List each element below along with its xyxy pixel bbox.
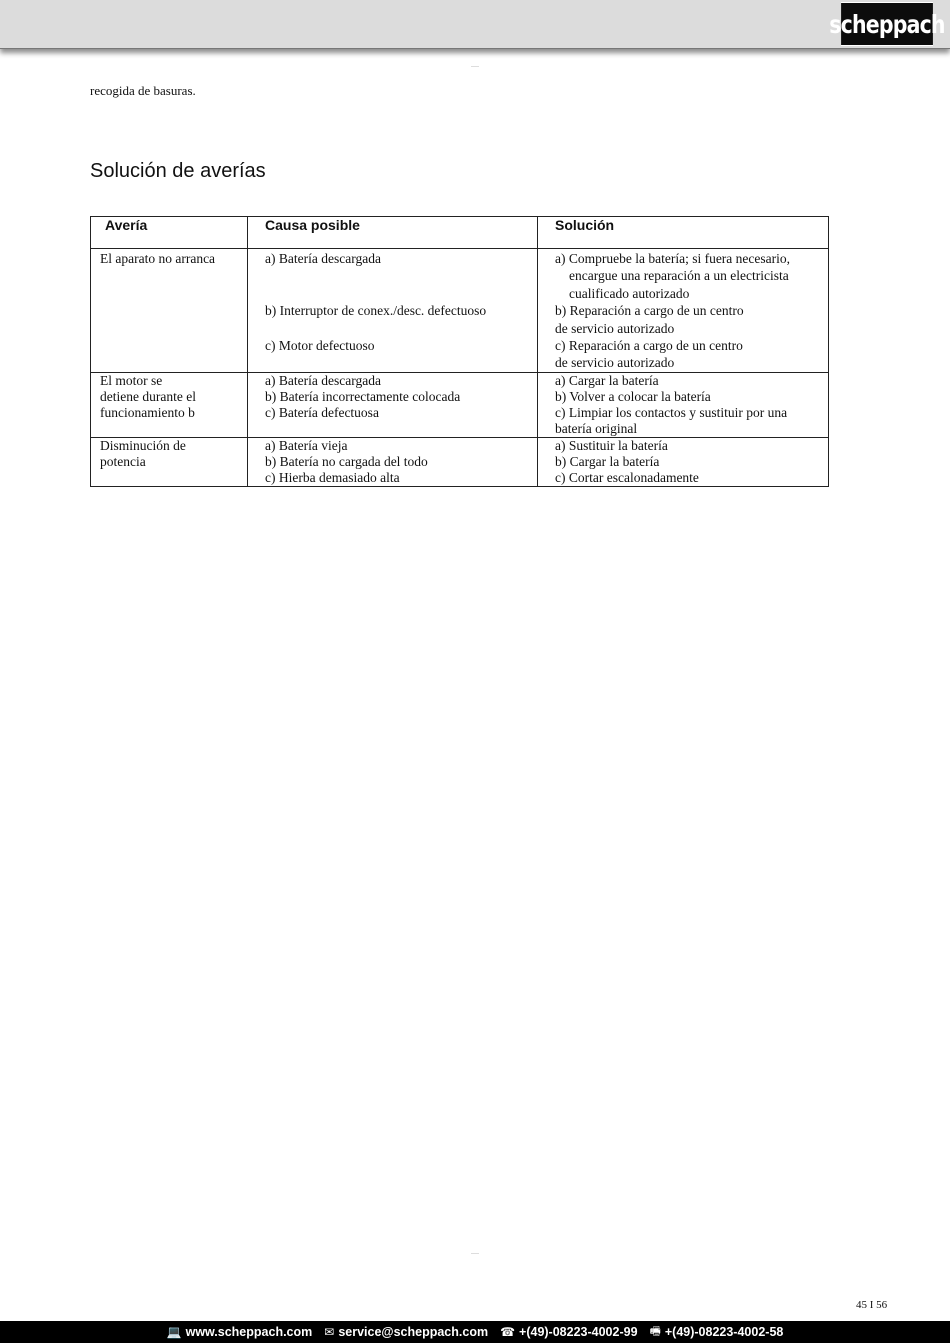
footer-website[interactable] [167, 1325, 313, 1339]
solution-cell: a) Cargar la batería b) Volver a colocar la batería c) Limpiar los contactos y sustituir por una batería original [538, 372, 829, 437]
email-link[interactable]: service@scheppach.com [338, 1325, 489, 1339]
fax-number: +(49)-08223-4002-58 [664, 1325, 784, 1339]
page-number: 45 I 56 [856, 1299, 888, 1311]
footer-phone [500, 1325, 637, 1339]
table-row [91, 249, 829, 373]
phone-number: +(49)-08223-4002-99 [519, 1325, 638, 1339]
table-row [91, 437, 829, 486]
cause-cell: a) Batería descargada b) Interruptor de conex./desc. defectuoso c) Motor defectuoso [248, 249, 538, 373]
brand-logo: scheppach [840, 2, 933, 46]
fax-icon: 🖷 [649, 1323, 661, 1338]
fault-cell: El aparato no arranca [91, 249, 248, 373]
solution-cell: a) Compruebe la batería; si fuera necesario, encargue una reparación a un electricista cualificado autorizado b) Reparación a cargo de un centro de servicio autorizado c) Reparación a cargo de un centro de servicio autorizado [538, 249, 829, 373]
email-icon: ✉ [324, 1325, 335, 1339]
footer-bar [0, 1321, 950, 1343]
fault-cell: Disminución de potencia [91, 437, 248, 486]
table-header-row [91, 217, 829, 249]
website-link[interactable]: www.scheppach.com [185, 1325, 313, 1339]
header-bar [0, 0, 950, 49]
intro-text: recogida de basuras. [90, 83, 196, 98]
divider-mark [471, 66, 479, 67]
header-cause: Causa posible [248, 217, 538, 249]
header-fault: Avería [91, 217, 248, 249]
troubleshooting-table [90, 216, 829, 487]
phone-icon: ☎ [500, 1325, 516, 1339]
solution-cell: a) Sustituir la batería b) Cargar la batería c) Cortar escalonadamente [538, 437, 829, 486]
footer-fax [650, 1322, 784, 1343]
cause-cell: a) Batería vieja b) Batería no cargada del todo c) Hierba demasiado alta [248, 437, 538, 486]
computer-icon: 💻 [166, 1325, 182, 1339]
cause-cell: a) Batería descargada b) Batería incorrectamente colocada c) Batería defectuosa [248, 372, 538, 437]
table-row [91, 372, 829, 437]
header-solution: Solución [538, 217, 829, 249]
fault-cell: El motor se detiene durante el funcionamiento b [91, 372, 248, 437]
footer-email[interactable] [324, 1325, 488, 1339]
divider-mark [471, 1253, 479, 1254]
section-title: Solución de averías [90, 160, 266, 182]
